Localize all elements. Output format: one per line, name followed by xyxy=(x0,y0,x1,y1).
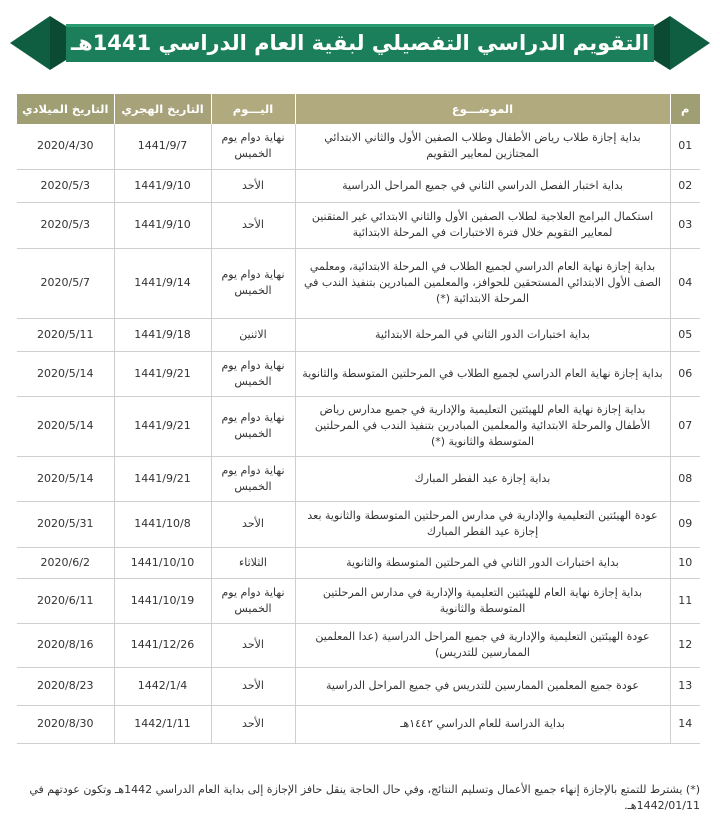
table-header-row xyxy=(17,94,700,124)
row-day: نهاية دوام يوم الخميس xyxy=(211,124,295,169)
row-greg: 2020/8/30 xyxy=(17,705,114,743)
row-greg: 2020/5/3 xyxy=(17,202,114,248)
table-body xyxy=(17,124,700,743)
row-subject: عودة الهيئتين التعليمية والإدارية في مدارس المرحلتين المتوسطة والثانوية بعد إجازة عيد الفطر المبارك xyxy=(295,501,670,547)
row-hijri: 1441/9/21 xyxy=(114,456,211,501)
row-day: الأحد xyxy=(211,705,295,743)
row-greg: 2020/4/30 xyxy=(17,124,114,169)
header-subject: الموضـــوع xyxy=(295,94,670,124)
row-num: 12 xyxy=(670,623,700,667)
row-subject: بداية إجازة عيد الفطر المبارك xyxy=(295,456,670,501)
table-row xyxy=(17,318,700,351)
row-num: 06 xyxy=(670,351,700,396)
row-day: الأحد xyxy=(211,169,295,202)
footnote: (*) يشترط للتمتع بالإجازة إنهاء جميع الأعمال وتسليم النتائج، وفي حال الحاجة ينقل حافز الإجازة إلى بداية العام الدراسي 1442هـ وتكون عودتهم في 1442/01/11هـ. xyxy=(29,783,700,812)
row-hijri: 1441/12/26 xyxy=(114,623,211,667)
row-num: 14 xyxy=(670,705,700,743)
header-hijri: التاريخ الهجري xyxy=(114,94,211,124)
row-hijri: 1441/9/14 xyxy=(114,248,211,318)
row-num: 01 xyxy=(670,124,700,169)
row-hijri: 1442/1/4 xyxy=(114,667,211,705)
row-greg: 2020/5/7 xyxy=(17,248,114,318)
table-row xyxy=(17,456,700,501)
table-row xyxy=(17,248,700,318)
row-greg: 2020/5/14 xyxy=(17,396,114,456)
row-greg: 2020/6/2 xyxy=(17,547,114,578)
page-title: التقويم الدراسي التفصيلي لبقية العام الدراسي 1441هـ xyxy=(70,31,650,55)
row-subject: بداية اختبار الفصل الدراسي الثاني في جميع المراحل الدراسية xyxy=(295,169,670,202)
table-row xyxy=(17,705,700,743)
row-day: نهاية دوام يوم الخميس xyxy=(211,351,295,396)
table-row xyxy=(17,547,700,578)
row-day: نهاية دوام يوم الخميس xyxy=(211,396,295,456)
row-greg: 2020/5/14 xyxy=(17,456,114,501)
row-num: 11 xyxy=(670,578,700,623)
row-num: 13 xyxy=(670,667,700,705)
row-subject: بداية اختبارات الدور الثاني في المرحلتين المتوسطة والثانوية xyxy=(295,547,670,578)
title-ribbon xyxy=(10,14,710,72)
row-day: الأحد xyxy=(211,623,295,667)
row-subject: بداية إجازة نهاية العام الدراسي لجميع الطلاب في المرحلة الابتدائية، ومعلمي الصف الأول الابتدائي المستحقين للحوافز، والمعلمين المبادرين بتنفيذ الندب في المرحلة الابتدائية (*) xyxy=(295,248,670,318)
row-subject: بداية إجازة نهاية العام الدراسي لجميع الطلاب في المرحلتين المتوسطة والثانوية xyxy=(295,351,670,396)
row-hijri: 1441/10/19 xyxy=(114,578,211,623)
row-subject: عودة جميع المعلمين الممارسين للتدريس في جميع المراحل الدراسية xyxy=(295,667,670,705)
row-day: الأحد xyxy=(211,667,295,705)
table-row xyxy=(17,396,700,456)
row-subject: بداية إجازة طلاب رياض الأطفال وطلاب الصفين الأول والثاني الابتدائي المجتازين لمعايير التقويم xyxy=(295,124,670,169)
row-greg: 2020/8/16 xyxy=(17,623,114,667)
table-row xyxy=(17,578,700,623)
row-subject: عودة الهيئتين التعليمية والإدارية في جميع المراحل الدراسية (عدا المعلمين الممارسين للتدريس) xyxy=(295,623,670,667)
row-day: الأحد xyxy=(211,202,295,248)
row-num: 03 xyxy=(670,202,700,248)
row-greg: 2020/5/11 xyxy=(17,318,114,351)
row-hijri: 1441/10/10 xyxy=(114,547,211,578)
header-num: م xyxy=(670,94,700,124)
row-day: نهاية دوام يوم الخميس xyxy=(211,456,295,501)
row-hijri: 1441/9/21 xyxy=(114,351,211,396)
row-num: 04 xyxy=(670,248,700,318)
row-day: نهاية دوام يوم الخميس xyxy=(211,248,295,318)
row-greg: 2020/5/3 xyxy=(17,169,114,202)
row-greg: 2020/8/23 xyxy=(17,667,114,705)
row-hijri: 1441/9/21 xyxy=(114,396,211,456)
row-day: نهاية دوام يوم الخميس xyxy=(211,578,295,623)
table-row xyxy=(17,169,700,202)
row-num: 08 xyxy=(670,456,700,501)
row-hijri: 1441/9/10 xyxy=(114,169,211,202)
row-greg: 2020/6/11 xyxy=(17,578,114,623)
row-hijri: 1441/9/7 xyxy=(114,124,211,169)
row-greg: 2020/5/14 xyxy=(17,351,114,396)
row-hijri: 1441/10/8 xyxy=(114,501,211,547)
table-row xyxy=(17,501,700,547)
table-row xyxy=(17,124,700,169)
header-greg: التاريخ الميلادي xyxy=(17,94,114,124)
row-num: 10 xyxy=(670,547,700,578)
row-hijri: 1441/9/18 xyxy=(114,318,211,351)
header-day: اليـــوم xyxy=(211,94,295,124)
row-subject: بداية الدراسة للعام الدراسي ١٤٤٢هـ xyxy=(295,705,670,743)
table-row xyxy=(17,351,700,396)
table-row xyxy=(17,202,700,248)
row-day: الاثنين xyxy=(211,318,295,351)
row-hijri: 1441/9/10 xyxy=(114,202,211,248)
row-num: 02 xyxy=(670,169,700,202)
row-subject: بداية إجازة نهاية العام للهيئتين التعليمية والإدارية في جميع مدارس رياض الأطفال والمرحلة الابتدائية والمعلمين المبادرين بتنفيذ الندب في المرحلتين المتوسطة والثانوية (*) xyxy=(295,396,670,456)
row-day: الأحد xyxy=(211,501,295,547)
row-hijri: 1442/1/11 xyxy=(114,705,211,743)
row-day: الثلاثاء xyxy=(211,547,295,578)
calendar-table xyxy=(17,94,700,744)
row-subject: بداية إجازة نهاية العام للهيئتين التعليمية والإدارية في مدارس المرحلتين المتوسطة والثانوية xyxy=(295,578,670,623)
row-subject: استكمال البرامج العلاجية لطلاب الصفين الأول والثاني الابتدائي غير المتقنين لمعايير التقويم خلال فترة الاختبارات في المرحلة الابتدائية xyxy=(295,202,670,248)
row-num: 05 xyxy=(670,318,700,351)
row-subject: بداية اختبارات الدور الثاني في المرحلة الابتدائية xyxy=(295,318,670,351)
table-row xyxy=(17,667,700,705)
row-num: 07 xyxy=(670,396,700,456)
row-greg: 2020/5/31 xyxy=(17,501,114,547)
table-row xyxy=(17,623,700,667)
row-num: 09 xyxy=(670,501,700,547)
